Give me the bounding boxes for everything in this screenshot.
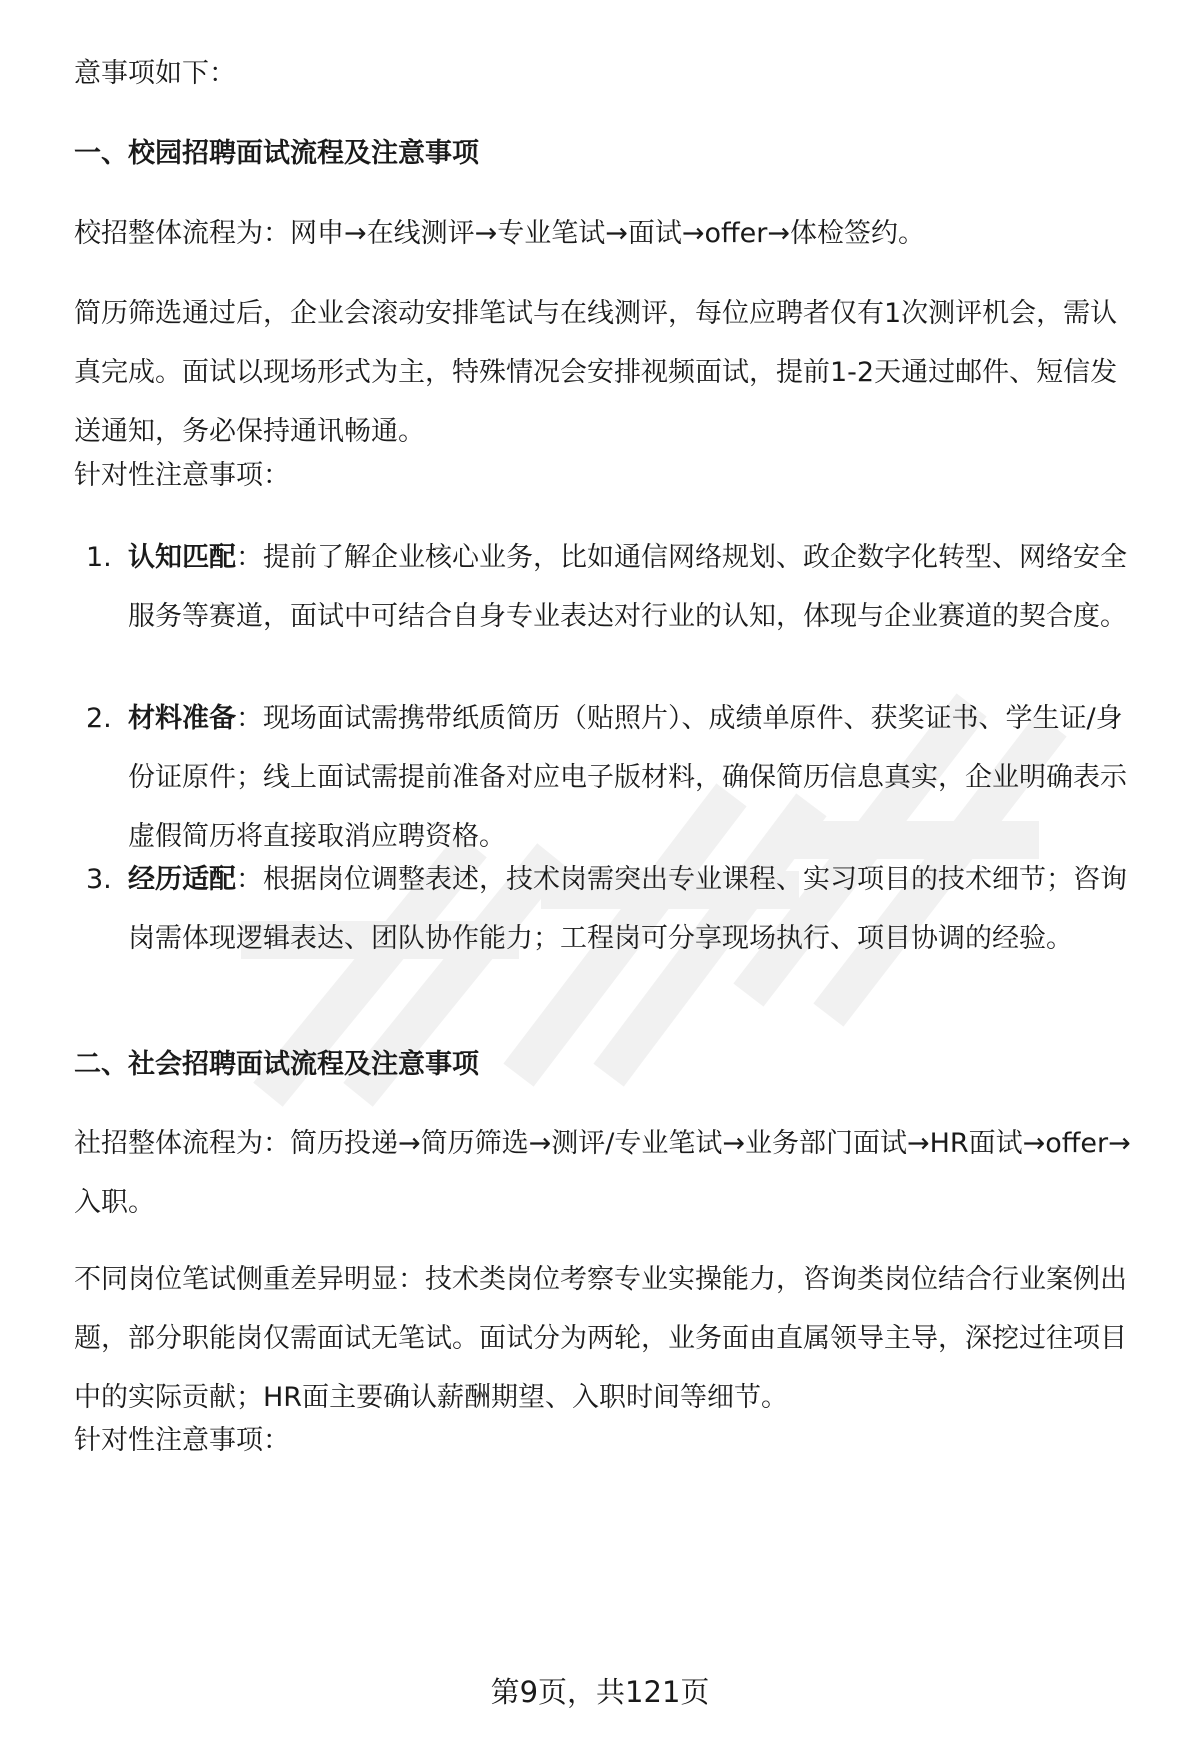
intro-fragment: 意事项如下： bbox=[74, 58, 236, 89]
list-item-number: 2. bbox=[86, 703, 112, 734]
list-item-text: ：提前了解企业核心业务，比如通信网络规划、政企数字化转型、网络安全服务等赛道，面试中可结合自身专业表达对行业的认知，体现与企业赛道的契合度。 bbox=[128, 542, 1127, 632]
section2-notes-label: 针对性注意事项： bbox=[74, 1425, 290, 1456]
section1-heading: 一、校园招聘面试流程及注意事项 bbox=[74, 138, 479, 169]
list-item-text: ：根据岗位调整表述，技术岗需突出专业课程、实习项目的技术细节；咨询岗需体现逻辑表达、团队协作能力；工程岗可分享现场执行、项目协调的经验。 bbox=[128, 864, 1127, 954]
list-item-number: 3. bbox=[86, 864, 112, 895]
section1-paragraph: 简历筛选通过后，企业会滚动安排笔试与在线测评，每位应聘者仅有1次测评机会，需认真完成。面试以现场形式为主，特殊情况会安排视频面试，提前1-2天通过邮件、短信发送通知，务必保持通讯畅通。 bbox=[74, 298, 1118, 447]
list-item-title: 经历适配 bbox=[128, 864, 236, 895]
list-item-title: 材料准备 bbox=[128, 703, 236, 734]
list-item-body bbox=[128, 689, 1138, 866]
list-item-number: 1. bbox=[86, 542, 112, 573]
section2-paragraph: 不同岗位笔试侧重差异明显：技术类岗位考察专业实操能力，咨询类岗位结合行业案例出题，部分职能岗仅需面试无笔试。面试分为两轮，业务面由直属领导主导，深挖过往项目中的实际贡献；HR面主要确认薪酬期望、入职时间等细节。 bbox=[74, 1264, 1127, 1413]
section2-heading: 二、社会招聘面试流程及注意事项 bbox=[74, 1049, 479, 1080]
list-item-body bbox=[128, 528, 1138, 646]
section1-flow: 校招整体流程为：网申→在线测评→专业笔试→面试→offer→体检签约。 bbox=[74, 218, 925, 249]
document-page bbox=[74, 0, 1144, 1755]
section1-notes-label: 针对性注意事项： bbox=[74, 460, 290, 491]
list-item-text: ：现场面试需携带纸质简历（贴照片）、成绩单原件、获奖证书、学生证/身份证原件；线上面试需提前准备对应电子版材料，确保简历信息真实，企业明确表示虚假简历将直接取消应聘资格。 bbox=[128, 703, 1127, 852]
section2-flow: 社招整体流程为：简历投递→简历筛选→测评/专业笔试→业务部门面试→HR面试→offer→入职。 bbox=[74, 1128, 1131, 1218]
list-item-title: 认知匹配 bbox=[128, 542, 236, 573]
list-item-body bbox=[128, 850, 1138, 968]
page-footer: 第9页，共121页 bbox=[490, 1675, 710, 1709]
